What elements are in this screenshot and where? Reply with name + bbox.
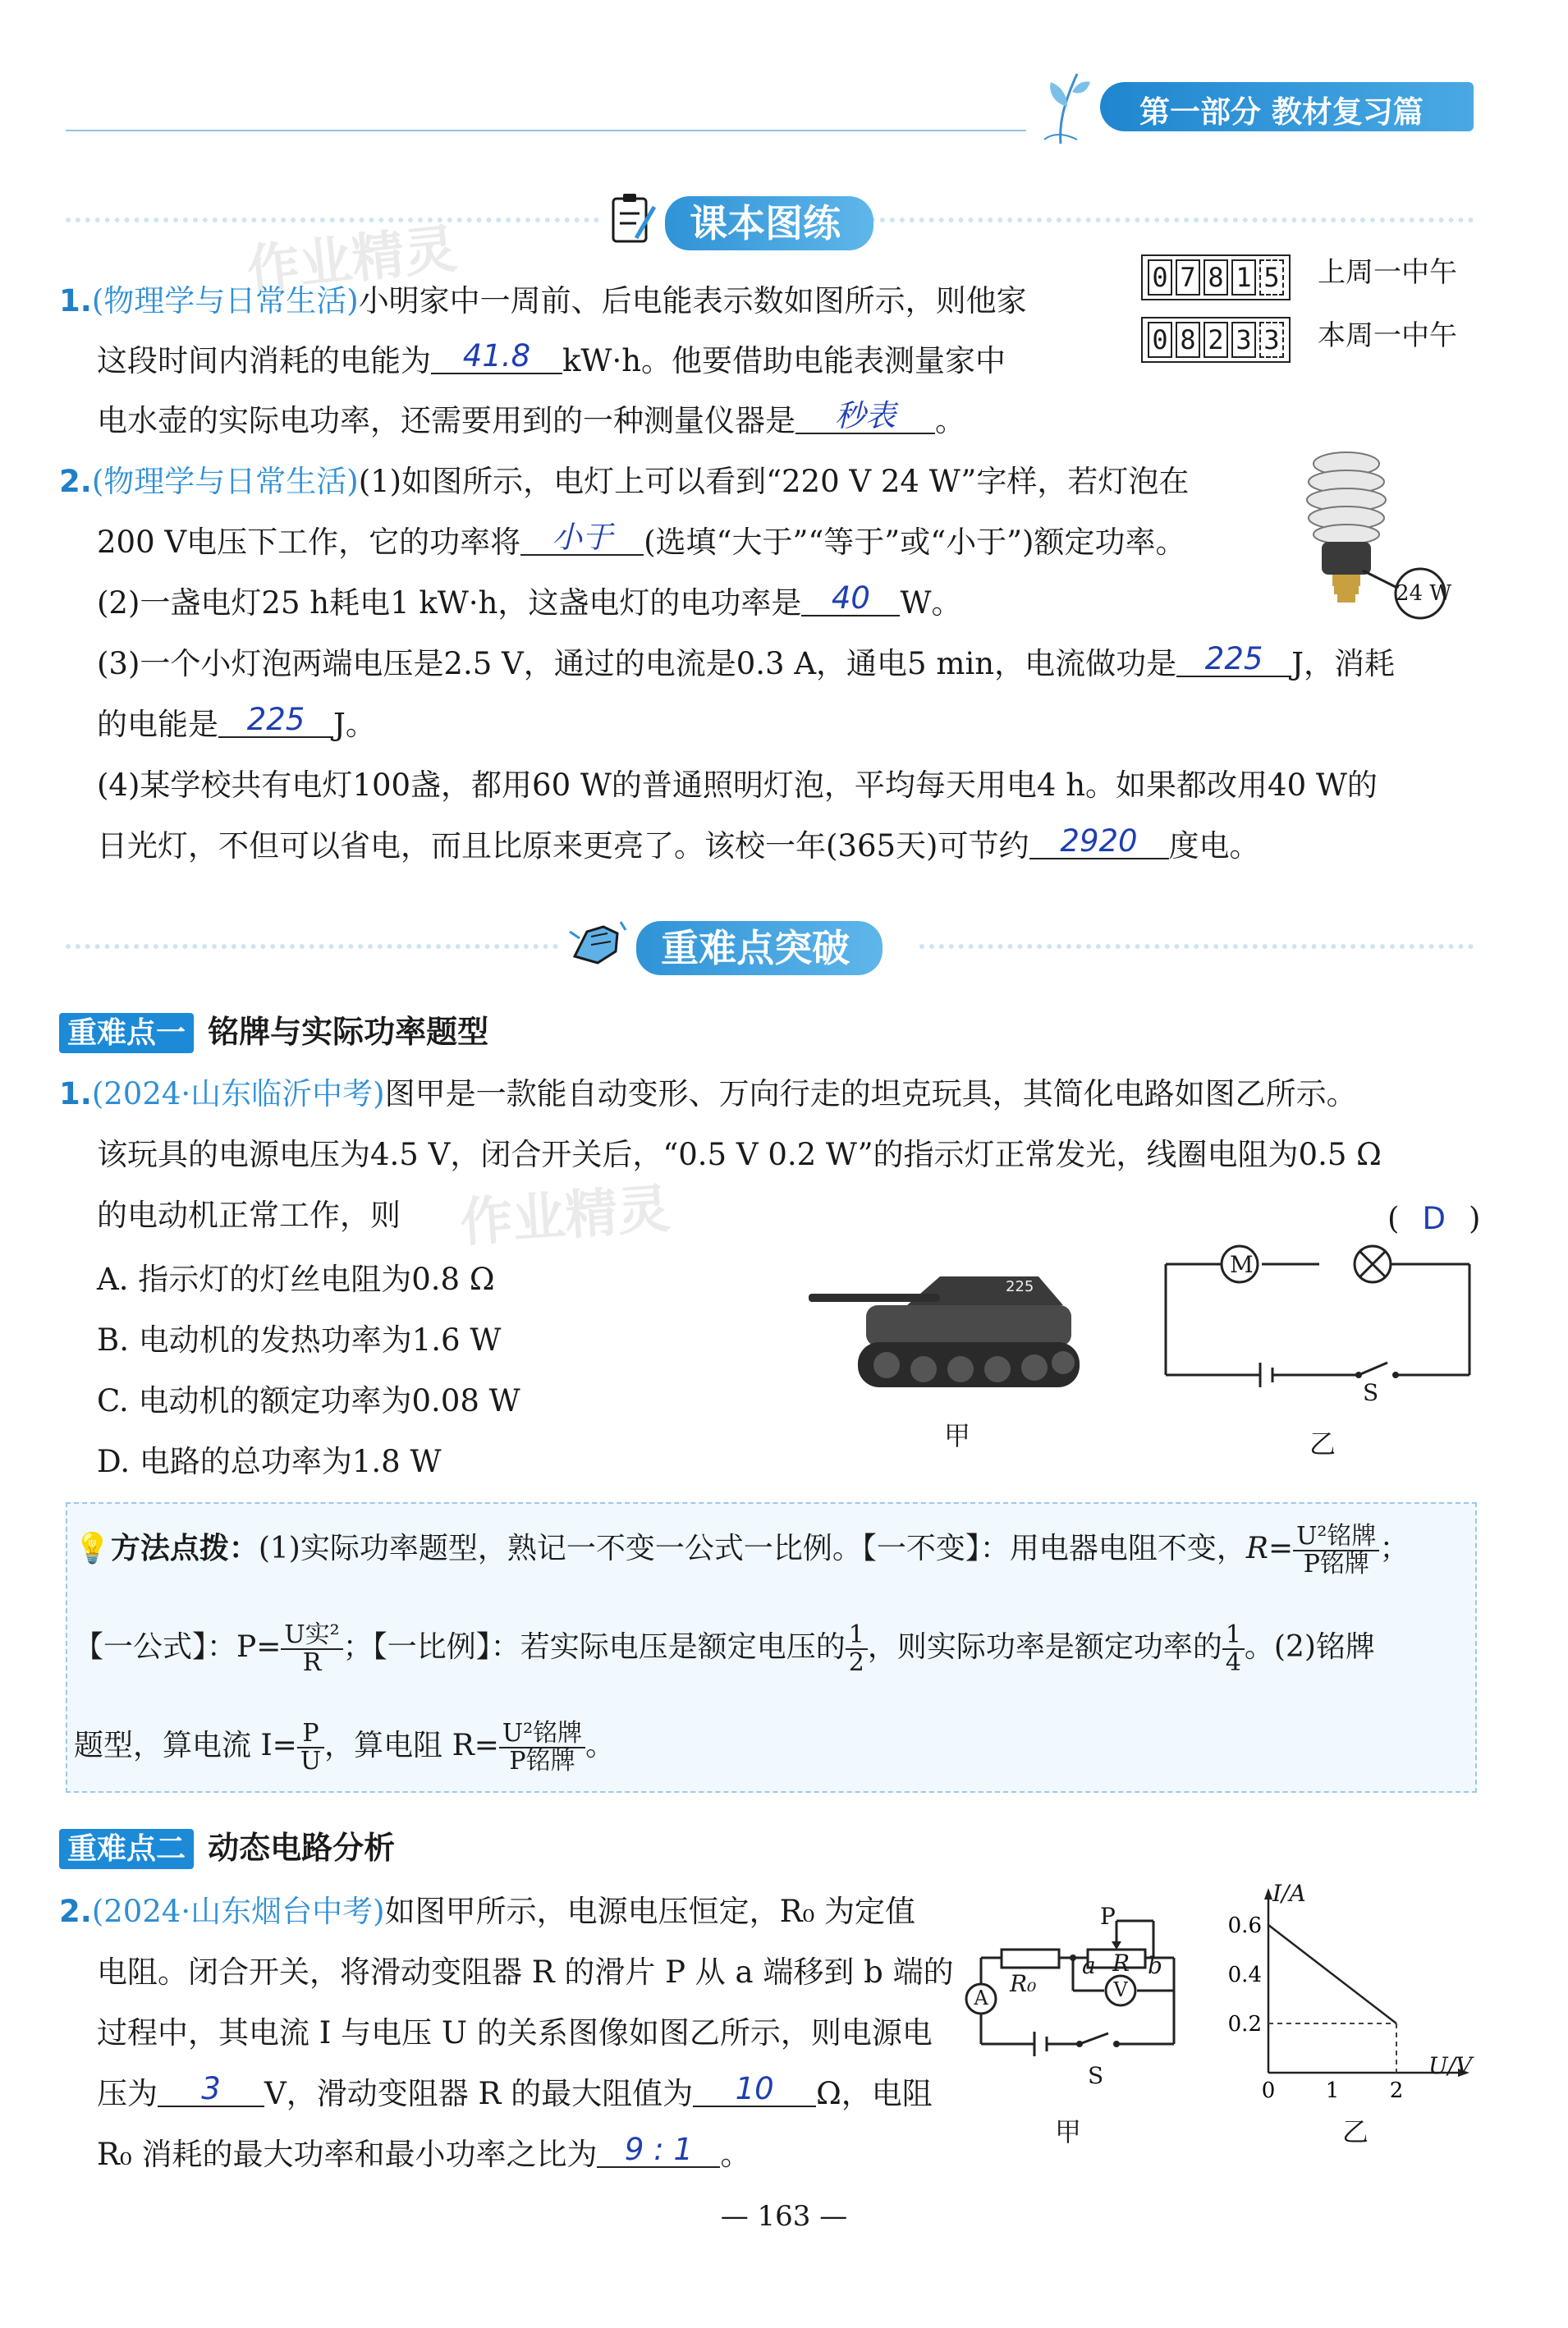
answer-blank: 2920: [1029, 825, 1169, 859]
fraction: [846, 1622, 868, 1676]
question-text: 。: [720, 2137, 751, 2172]
fist-icon: [566, 915, 632, 976]
kp1-q-line3: [97, 1185, 401, 1246]
bracket-open: (: [1387, 1201, 1400, 1236]
tank-number: 225: [1006, 1278, 1034, 1295]
answer-blank: 225: [218, 703, 333, 738]
question-number: 2.: [59, 464, 92, 499]
answer-blank: 3: [158, 2073, 264, 2107]
tip-text: ，算电阻 R=: [324, 1729, 499, 1762]
question-text: W。: [900, 585, 962, 621]
watermark-top: 作业精灵: [244, 218, 460, 302]
meter-digit: 8: [1204, 259, 1228, 296]
energy-meter-after: [1141, 317, 1291, 363]
question-text: 。: [935, 403, 965, 438]
textbook-q1-line1: [59, 271, 1027, 332]
motor-symbol: M: [1230, 1251, 1254, 1278]
textbook-band-title: 课本图练: [665, 196, 873, 250]
fig-a-caption: 甲: [944, 1420, 971, 1451]
rheostat-label: R: [1112, 1950, 1130, 1977]
meter-decimal-digit: 5: [1259, 259, 1284, 296]
denominator: R: [302, 1648, 322, 1677]
textbook-band: [603, 190, 873, 251]
question-text: J，消耗: [1291, 646, 1395, 681]
fraction: [281, 1622, 342, 1676]
fig-b-caption: 乙: [1309, 1428, 1336, 1460]
kp1-title: 铭牌与实际功率题型: [208, 1014, 489, 1050]
answer-blank: 9 : 1: [597, 2133, 720, 2168]
circuit-caption: 甲: [1055, 2116, 1082, 2147]
choice-answer: D: [1422, 1201, 1446, 1236]
question-text: V，滑动变阻器 R 的最大阻值为: [264, 2076, 694, 2111]
meter-digit: 1: [1231, 259, 1256, 296]
question-text: R₀ 消耗的最大功率和最小功率之比为: [97, 2137, 598, 2172]
kp1-label: 重难点一: [59, 1013, 194, 1053]
tip-text: (1)实际功率题型，熟记一不变一公式一比例。【一不变】：用电器电阻不变，: [258, 1532, 1246, 1565]
textbook-q2-line2: [97, 512, 1185, 573]
series-circuit-diagram: [1158, 1240, 1478, 1391]
end-a-label: a: [1082, 1952, 1096, 1979]
question-source: (物理学与日常生活): [91, 283, 359, 318]
meter-digit: 3: [1231, 322, 1256, 358]
switch-s-label: S: [1088, 2062, 1104, 2089]
question-text: 压为: [97, 2076, 158, 2111]
textbook-q1-line2: [97, 331, 1006, 392]
section-header-label: 第一部分 教材复习篇: [1139, 94, 1424, 130]
bracket-close: ): [1468, 1201, 1481, 1236]
slider-circuit-diagram: [956, 1900, 1203, 2101]
question-text: 度电。: [1168, 828, 1260, 864]
question-text: kW·h。他要借助电能表测量家中: [562, 343, 1006, 378]
question-text: 200 V电压下工作，它的功率将: [97, 525, 521, 560]
formula: R=: [1245, 1532, 1294, 1565]
textbook-q2-line6: [97, 755, 1378, 816]
kp2-title: 动态电路分析: [208, 1830, 396, 1866]
tip-line1: [74, 1519, 1409, 1579]
tip-line2: [74, 1617, 1375, 1678]
band-divider-right: [919, 944, 1474, 949]
question-number: 1.: [59, 1076, 92, 1111]
textbook-q2-line5: [97, 694, 376, 755]
tip-text: 。: [585, 1729, 616, 1762]
numerator: 1: [846, 1622, 868, 1650]
answer-blank: 秒表: [795, 400, 935, 434]
textbook-q2-line3: [97, 573, 961, 634]
meter-digit: 0: [1148, 259, 1172, 296]
question-text: (4)某学校共有电灯100盏，都用60 W的普通照明灯泡，平均每天用电4 h。如果都改用40 W的: [97, 768, 1378, 803]
end-b-label: b: [1148, 1952, 1162, 1979]
switch-label: S: [1363, 1379, 1379, 1406]
key-points-band: [566, 915, 883, 976]
tip-text: 。(2)铭牌: [1244, 1630, 1375, 1664]
question-text: (选填“大于”“等于”或“小于”)额定功率。: [644, 525, 1186, 560]
band-divider-right: [870, 218, 1474, 222]
question-number: 1.: [59, 283, 92, 318]
question-text: 日光灯，不但可以省电，而且比原来更亮了。该校一年(365天)可节约: [97, 828, 1029, 864]
kp2-q-line2: [97, 1942, 954, 2003]
question-text: 小明家中一周前、后电能表示数如图所示，则他家: [358, 283, 1027, 318]
question-text: J。: [333, 707, 376, 742]
answer-blank: 41.8: [431, 340, 562, 374]
slider-p-label: P: [1100, 1903, 1116, 1930]
x-tick-label: 0: [1261, 2078, 1276, 2103]
cfl-bulb-figure: [1285, 447, 1482, 631]
question-text: 如图甲所示，电源电压恒定，R₀ 为定值: [384, 1894, 916, 1929]
tip-line3: [74, 1716, 615, 1776]
kp2-q-line5: [97, 2124, 750, 2185]
meter-digit: 2: [1204, 322, 1228, 358]
ammeter-symbol: A: [974, 1987, 988, 2010]
kp2-heading: [59, 1822, 395, 1867]
numerator: U²铭牌: [499, 1721, 585, 1748]
watermark-middle: 作业精灵: [458, 1179, 672, 1254]
kp2-q-line3: [97, 2003, 933, 2064]
kp2-q-line1: [59, 1881, 915, 1942]
textbook-q1-line3: [97, 391, 965, 451]
meter-before-label: 上周一中午: [1318, 256, 1457, 289]
fraction: [1293, 1524, 1379, 1578]
textbook-q2-line4: [97, 634, 1395, 694]
meter-decimal-digit: 3: [1259, 322, 1284, 358]
y-tick-label: 0.6: [1227, 1913, 1262, 1938]
page-number: — 163 —: [720, 2200, 848, 2233]
energy-meter-before: [1141, 254, 1291, 300]
meter-digit: 7: [1176, 259, 1200, 296]
graph-caption: 乙: [1342, 2116, 1369, 2147]
clipboard-icon: [603, 190, 661, 251]
y-tick-label: 0.2: [1227, 2012, 1262, 2037]
numerator: P: [297, 1721, 324, 1748]
lightbulb-icon: 💡: [74, 1532, 111, 1565]
voltmeter-symbol: V: [1113, 1978, 1128, 2001]
question-text: 的电动机正常工作，则: [97, 1198, 401, 1233]
tip-text: ；【一比例】：若实际电压是额定电压的: [342, 1630, 846, 1664]
question-source: (2024·山东烟台中考): [91, 1894, 385, 1929]
question-text: 的电能是: [97, 707, 218, 742]
question-text: 这段时间内消耗的电能为: [97, 343, 431, 378]
question-text: (1)如图所示，电灯上可以看到“220 V 24 W”字样，若灯泡在: [358, 464, 1190, 499]
section-header: [1100, 82, 1474, 131]
y-tick-label: 0.4: [1227, 1963, 1262, 1987]
answer-blank: 225: [1176, 643, 1291, 677]
meter-digit: 8: [1176, 322, 1200, 358]
kp2-label: 重难点二: [59, 1829, 194, 1869]
textbook-q2-line1: [59, 451, 1189, 512]
answer-blank: 40: [801, 582, 900, 616]
question-source: (物理学与日常生活): [91, 464, 359, 499]
numerator: U²铭牌: [1293, 1524, 1379, 1551]
key-points-band-title: 重难点突破: [636, 921, 883, 975]
x-tick-label: 1: [1325, 2078, 1340, 2103]
question-text: 电水壶的实际电功率，还需要用到的一种测量仪器是: [97, 403, 795, 438]
meter-after-label: 本周一中午: [1318, 319, 1457, 352]
answer-blank: 10: [693, 2073, 816, 2107]
kp2-q-line4: [97, 2064, 933, 2124]
question-text: 图甲是一款能自动变形、万向行走的坦克玩具，其简化电路如图乙所示。: [384, 1076, 1357, 1111]
y-axis-title: I/A: [1272, 1880, 1306, 1907]
answer-blank: 小于: [520, 521, 644, 556]
denominator: P铭牌: [1303, 1550, 1369, 1579]
formula: 【一公式】：P=: [74, 1630, 282, 1664]
denominator: 2: [848, 1648, 864, 1677]
iu-series-line: [1268, 1925, 1396, 2023]
denominator: U: [300, 1747, 322, 1776]
tip-text: 题型，算电流 I=: [74, 1729, 297, 1762]
option-d: D. 电路的总功率为1.8 W: [97, 1444, 442, 1479]
kp1-heading: [59, 1006, 488, 1052]
denominator: P铭牌: [509, 1747, 575, 1776]
fraction: [499, 1721, 585, 1775]
kp1-q-line1: [59, 1064, 1357, 1125]
bulb-nameplate-label: 24 W: [1396, 581, 1452, 606]
question-text: 过程中，其电流 I 与电压 U 的关系图像如图乙所示，则电源电: [97, 2015, 933, 2051]
numerator: U实²: [281, 1622, 342, 1650]
textbook-q2-line7: [97, 816, 1260, 877]
question-source: (2024·山东临沂中考): [91, 1076, 385, 1111]
tip-text: ；: [1379, 1532, 1410, 1565]
option-a: A. 指示灯的灯丝电阻为0.8 Ω: [97, 1262, 495, 1297]
option-b: B. 电动机的发热功率为1.6 W: [97, 1322, 502, 1358]
tip-text: ，则实际功率是额定功率的: [867, 1630, 1222, 1664]
question-number: 2.: [59, 1894, 92, 1929]
question-text: 电阻。闭合开关，将滑动变阻器 R 的滑片 P 从 a 端移到 b 端的: [97, 1955, 954, 1990]
band-divider-left: [66, 944, 558, 949]
fraction: [1222, 1622, 1245, 1676]
fraction: [297, 1721, 324, 1775]
question-text: (3)一个小灯泡两端电压是2.5 V，通过的电流是0.3 A，通电5 min，电流做功是: [97, 646, 1177, 681]
question-text: (2)一盏电灯25 h耗电1 kW·h，这盏电灯的电功率是: [97, 585, 802, 621]
denominator: 4: [1225, 1648, 1241, 1677]
question-text: 该玩具的电源电压为4.5 V，闭合开关后，“0.5 V 0.2 W”的指示灯正常发光，线圈电阻为0.5 Ω: [97, 1137, 1382, 1172]
x-axis-title: U/V: [1428, 2052, 1473, 2079]
header-rule: [66, 130, 1026, 131]
leaf-decoration-icon: [1028, 57, 1093, 151]
x-tick-label: 2: [1389, 2078, 1404, 2103]
question-text: Ω，电阻: [816, 2076, 933, 2111]
tip-head: 方法点拨：: [110, 1532, 259, 1565]
r0-label: R₀: [1010, 1970, 1037, 1997]
kp1-q-line2: [97, 1125, 1382, 1185]
tank-toy-figure: [809, 1248, 1112, 1415]
numerator: 1: [1222, 1622, 1245, 1650]
meter-digit: 0: [1148, 322, 1172, 358]
option-c: C. 电动机的额定功率为0.08 W: [97, 1383, 520, 1418]
